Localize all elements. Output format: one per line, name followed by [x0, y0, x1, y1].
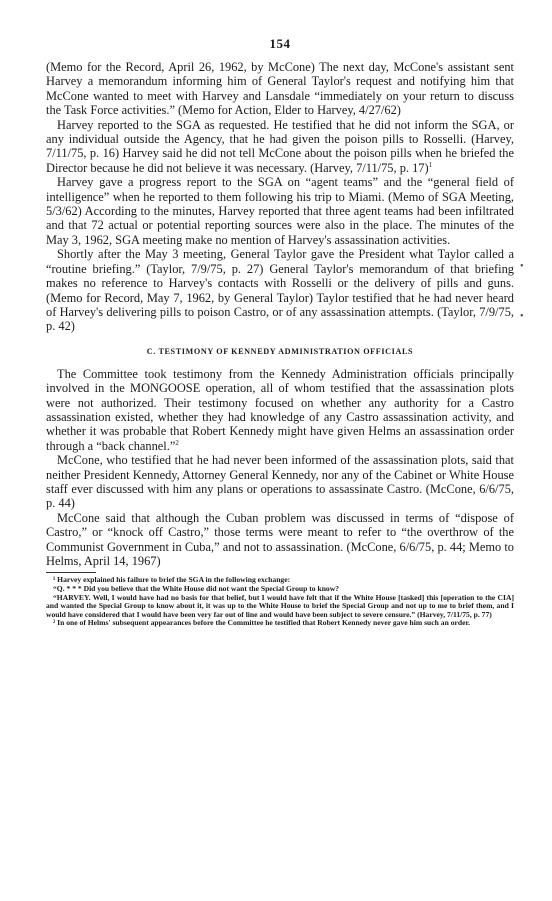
page-number: 154	[269, 36, 291, 51]
body-paragraph: (Memo for the Record, April 26, 1962, by McCone) The next day, McCone's assistant sent Harvey a memorandum informing him of General Taylor's request and notifying him that McCone wanted to meet with Harvey and Lansdale “immediately on your return to discuss the Task Force activities.” (Memo for Action, Elder to Harvey, 4/27/62)	[46, 60, 514, 118]
paragraph-text: The Committee took testimony from the Kennedy Administration officials principally involved in the MONGOOSE operation, all of whom testified that the assassination plots were not authorized. Their testimony focused on whether any authority for a Castro assassination existed, whether they had knowledge of any Castro assassination activity, and whether it was probable that Robert Kennedy might have given Helms an assassination order through a “back channel.”	[46, 366, 514, 453]
paragraph-text: Harvey reported to the SGA as requested. He testified that he did not inform the SGA, or any individual outside the Agency, that he had given the poison pills to Rosselli. (Harvey, 7/11/75, p. 16) Harvey said he did not tell McCone about the poison pills when he briefed the Director because he did not believe it was necessary. (Harvey, 7/11/75, p. 17)	[46, 117, 514, 175]
section-heading: C. TESTIMONY OF KENNEDY ADMINISTRATION OFFICIALS	[146, 346, 414, 356]
footnote: “HARVEY. Well, I would have had no basis for that belief, but I would have felt that if the White House [tasked] this [operation to the CIA] and wanted the Special Group to know about it, it was up to the White House to brief the Special Group and not up to me to brief them, and I would have considered that I would have been very far out of line and would have been subject to severe censure.” (Harvey, 7/11/75, p. 77)	[46, 592, 514, 619]
body-paragraph: McCone said that although the Cuban problem was discussed in terms of “dispose of Castro,” or “knock off Castro,” those terms were meant to refer to “the overthrow of the Communist Government in Cuba,” and not to assassination. (McCone, 6/6/75, p. 44; Memo to Helms, April 14, 1967)	[46, 510, 514, 568]
footnote: ² In one of Helms' subsequent appearances before the Committee he testified that Robert Kennedy never gave him such an order.	[53, 618, 471, 628]
footnote: “Q. * * * Did you believe that the White House did not want the Special Group to know?	[53, 584, 339, 593]
body-paragraph-with-footnote	[46, 367, 514, 453]
body-paragraph-with-footnote	[46, 118, 514, 176]
margin-mark: •	[520, 311, 524, 322]
footnote-reference: 2	[175, 438, 179, 447]
footnote-divider	[46, 572, 96, 573]
body-paragraph: Harvey gave a progress report to the SGA on “agent teams” and the “general field of intelligence” when he reported to them following his trip to Miami. (Memo of SGA Meeting, 5/3/62) According to the minutes, Harvey reported that three agent teams had been infiltrated and that 72 actual or potential reporting sources were also in the place. The minutes of the May 3, 1962, SGA meeting make no mention of Harvey's assassination activities.	[46, 175, 514, 247]
margin-mark: •	[520, 261, 524, 272]
body-paragraph: McCone, who testified that he had never been informed of the assassination plots, said that neither President Kennedy, Attorney General Kennedy, nor any of the Cabinet or White House staff ever discussed with him any plans or operations to assassinate Castro. (McCone, 6/6/75, p. 44)	[46, 453, 514, 511]
footnote: ¹ Harvey explained his failure to brief the SGA in the following exchange:	[53, 575, 291, 585]
body-paragraph: Shortly after the May 3 meeting, General Taylor gave the President what Taylor called a “routine briefing.” (Taylor, 7/9/75, p. 27) General Taylor's memorandum of that briefing makes no reference to Harvey's contacts with Rosselli or the delivery of pills and guns. (Memo for Record, May 7, 1962, by General Taylor) Taylor testified that he had never heard of Harvey's delivering pills to poison Castro, or of any assassination attempts. (Taylor, 7/9/75, p. 42)	[46, 247, 514, 334]
document-page	[46, 36, 514, 628]
footnote-reference: 1	[428, 160, 433, 169]
